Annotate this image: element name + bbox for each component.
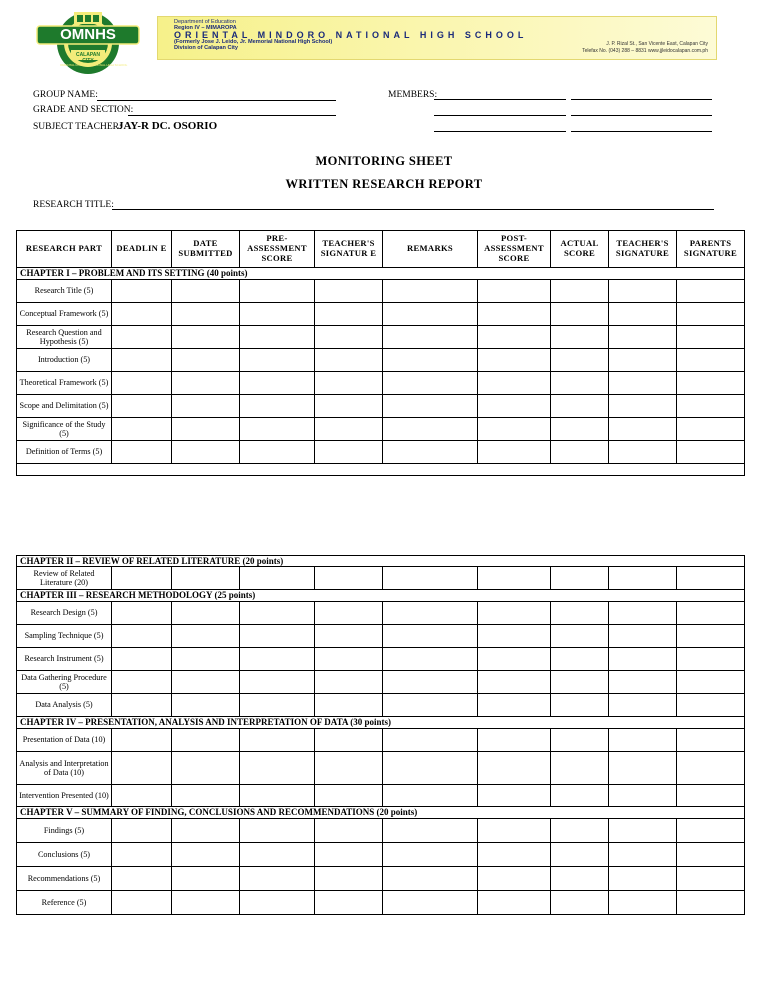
chapter-5-title: CHAPTER V – SUMMARY OF FINDING, CONCLUSIONS AND RECOMMENDATIONS (20 points) [17, 807, 745, 819]
research-part-cell: Scope and Delimitation (5) [17, 395, 112, 418]
group-name-label: GROUP NAME: [33, 90, 98, 100]
research-part-cell: Recommendations (5) [17, 867, 112, 891]
research-part-cell: Data Analysis (5) [17, 694, 112, 717]
research-part-cell: Data Gathering Procedure (5) [17, 671, 112, 694]
research-part-cell: Sampling Technique (5) [17, 625, 112, 648]
research-title-label: RESEARCH TITLE: [33, 200, 114, 210]
table-row [17, 843, 745, 867]
table-row [17, 602, 745, 625]
research-part-cell: Presentation of Data (10) [17, 729, 112, 752]
research-part-cell: Research Question and Hypothesis (5) [17, 326, 112, 349]
member-field-3[interactable] [434, 115, 566, 116]
member-field-5[interactable] [434, 131, 566, 132]
banner-region: Region IV – MIMAROPA [174, 25, 237, 31]
col-post-assessment: POST-ASSESSMENT SCORE [478, 231, 551, 268]
logo-ring-text: ORIENTAL MINDORO NATIONAL HIGH SCHOOL [60, 63, 128, 67]
header-row [17, 231, 745, 268]
page-title: MONITORING SHEET [315, 154, 453, 168]
table-row [17, 625, 745, 648]
group-name-field[interactable] [97, 100, 336, 101]
table-row [17, 303, 745, 326]
table-row [17, 648, 745, 671]
table-row [17, 671, 745, 694]
banner-contact: Telefax No. (043) 288 – 8831 www.jjleidocalapan.com.ph [582, 48, 708, 54]
blank-row [17, 464, 745, 476]
logo-text: OMNHS [60, 26, 116, 43]
table-row [17, 785, 745, 807]
table-row [17, 349, 745, 372]
member-field-6[interactable] [571, 131, 712, 132]
research-part-cell: Research Instrument (5) [17, 648, 112, 671]
chapter-1-title: CHAPTER I – PROBLEM AND ITS SETTING (40 points) [17, 268, 745, 280]
table-row [17, 280, 745, 303]
chapter-4-title: CHAPTER IV – PRESENTATION, ANALYSIS AND INTERPRETATION OF DATA (30 points) [17, 717, 745, 729]
logo-city: CALAPAN CITY [75, 52, 101, 64]
research-part-cell: Conceptual Framework (5) [17, 303, 112, 326]
chapter-row [17, 590, 745, 602]
members-label: MEMBERS: [388, 90, 438, 100]
col-teacher-signature-1: TEACHER'S SIGNATUR E [315, 231, 383, 268]
table-row [17, 418, 745, 441]
school-logo [27, 10, 149, 75]
research-part-cell: Conclusions (5) [17, 843, 112, 867]
table-row [17, 819, 745, 843]
col-deadline: DEADLIN E [112, 231, 172, 268]
page-subtitle: WRITTEN RESEARCH REPORT [285, 177, 483, 191]
table-row [17, 891, 745, 915]
chapter-row [17, 556, 745, 567]
research-part-cell: Significance of the Study (5) [17, 418, 112, 441]
research-part-cell: Intervention Presented (10) [17, 785, 112, 807]
research-part-cell: Theoretical Framework (5) [17, 372, 112, 395]
table-row [17, 395, 745, 418]
monitoring-table-2 [16, 555, 745, 915]
banner-address: J. P. Rizal St., San Vicente East, Calapan City [606, 41, 708, 47]
banner-formerly: (Formerly Jose J. Leido, Jr. Memorial National High School) [174, 39, 333, 45]
col-actual-score: ACTUAL SCORE [551, 231, 609, 268]
table-row [17, 752, 745, 785]
research-part-cell: Analysis and Interpretation of Data (10) [17, 752, 112, 785]
table-row [17, 441, 745, 464]
banner-department: Department of Education [174, 19, 236, 25]
col-pre-assessment: PRE-ASSESSMENT SCORE [240, 231, 315, 268]
research-part-cell: Reference (5) [17, 891, 112, 915]
table-row [17, 867, 745, 891]
table-row [17, 694, 745, 717]
member-field-4[interactable] [571, 115, 712, 116]
chapter-row [17, 717, 745, 729]
monitoring-table-1 [16, 230, 745, 476]
grade-section-label: GRADE AND SECTION: [33, 105, 134, 115]
member-field-2[interactable] [571, 99, 712, 100]
col-remarks: REMARKS [383, 231, 478, 268]
research-part-cell: Review of Related Literature (20) [17, 567, 112, 590]
research-part-cell: Research Title (5) [17, 280, 112, 303]
chapter-row [17, 807, 745, 819]
chapter-row [17, 268, 745, 280]
table-row [17, 567, 745, 590]
table-row [17, 729, 745, 752]
col-research-part: RESEARCH PART [17, 231, 112, 268]
table-row [17, 326, 745, 349]
table-row [17, 372, 745, 395]
grade-section-field[interactable] [128, 115, 336, 116]
research-title-field[interactable] [112, 209, 714, 210]
subject-teacher-value: JAY-R DC. OSORIO [118, 120, 218, 132]
chapter-2-title: CHAPTER II – REVIEW OF RELATED LITERATURE (20 points) [17, 556, 745, 567]
banner-school-name: ORIENTAL MINDORO NATIONAL HIGH SCHOOL [174, 30, 528, 40]
research-part-cell: Definition of Terms (5) [17, 441, 112, 464]
col-date-submitted: DATE SUBMITTED [172, 231, 240, 268]
research-part-cell: Research Design (5) [17, 602, 112, 625]
col-teacher-signature-2: TEACHER'S SIGNATURE [609, 231, 677, 268]
subject-teacher-label: SUBJECT TEACHER: [33, 122, 122, 132]
school-banner [157, 16, 717, 60]
banner-division: Division of Calapan City [174, 45, 239, 51]
member-field-1[interactable] [434, 99, 566, 100]
chapter-3-title: CHAPTER III – RESEARCH METHODOLOGY (25 points) [17, 590, 745, 602]
research-part-cell: Findings (5) [17, 819, 112, 843]
col-parents-signature: PARENTS SIGNATURE [677, 231, 745, 268]
research-part-cell: Introduction (5) [17, 349, 112, 372]
